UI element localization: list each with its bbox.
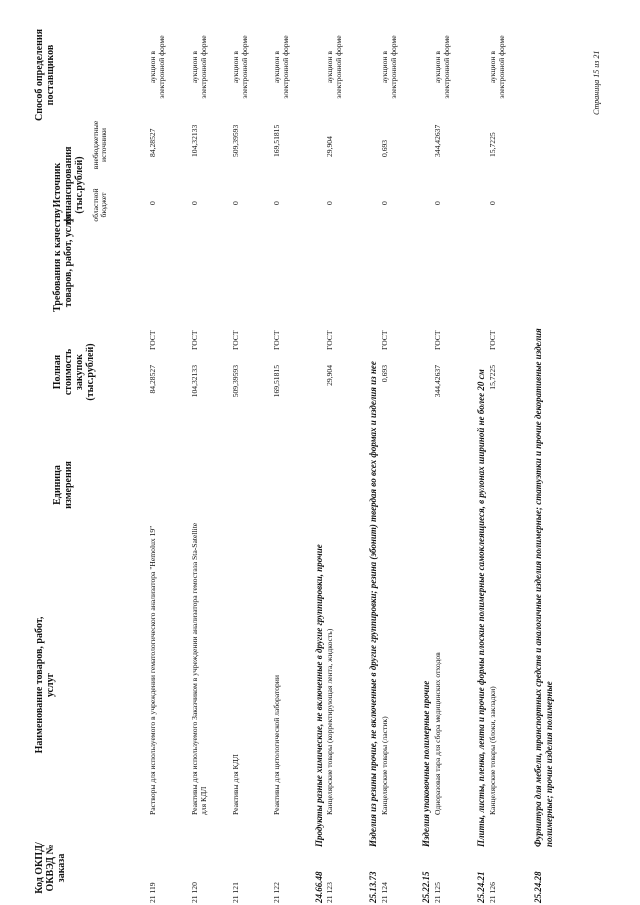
row-requirements: ГОСТ	[325, 330, 334, 350]
row-budget: 0	[231, 201, 240, 205]
row-method: аукцион в электронной форме	[190, 35, 209, 99]
section-title: Продукты разные химические, не включенные в другие группировки, прочие	[314, 544, 324, 847]
row-extra: 169,51815	[272, 124, 281, 157]
row-name: Канцелярские товары (корректирующая лента, жидкость)	[325, 628, 334, 815]
row-requirements: ГОСТ	[380, 330, 389, 350]
row-code: 21 121	[231, 882, 240, 903]
row-method: аукцион в электронной форме	[272, 35, 291, 99]
row-cost: 84,28527	[148, 365, 157, 394]
row-cost: 344,42637	[433, 365, 442, 398]
row-code: 21 126	[488, 882, 497, 903]
section-title: Фурнитура для мебели, транспортных средств и аналогичные изделия полимерные; статуэтки и прочие декоративные изделия полимерные; прочие изделия полимерные	[533, 328, 554, 847]
row-name: Реактивы для используемого Заказчиком в учреждении анализатора гемостаза Sta-Satellite для КДЛ	[190, 522, 209, 815]
row-budget: 0	[190, 201, 199, 205]
row-extra: 0,693	[380, 139, 389, 157]
section-title: Плиты, листы, пленка, лента и прочие формы плоские полимерные самоклеящиеся, в рулонах шириной не более 20 см	[476, 369, 486, 847]
section-title: Изделия из резины прочие, не включенные в другие группировки; резина (эбонит) твердая во всех формах и изделия из нее	[368, 361, 378, 847]
section-code: 25.24.21	[476, 871, 486, 903]
row-budget: 0	[433, 201, 442, 205]
row-requirements: ГОСТ	[231, 330, 240, 350]
header-unit: Единица измерения	[52, 461, 74, 509]
header-requirements: Требования к качеству товаров, работ, услуг	[52, 208, 74, 312]
row-extra: 509,39593	[231, 124, 240, 157]
row-extra: 29,904	[325, 136, 334, 157]
row-requirements: ГОСТ	[272, 330, 281, 350]
row-method: аукцион в электронной форме	[433, 35, 452, 99]
section-title: Изделия упаковочные полимерные прочие	[421, 680, 431, 847]
row-name: Растворы для используемого в учреждении гематологического анализатора "Hemolux 19"	[148, 525, 157, 815]
row-requirements: ГОСТ	[488, 330, 497, 350]
row-requirements: ГОСТ	[148, 330, 157, 350]
row-method: аукцион в электронной форме	[380, 35, 399, 99]
row-budget: 0	[380, 201, 389, 205]
section-code: 25.13.73	[368, 871, 378, 903]
header-extra-budget: внебюджетные источники	[91, 120, 109, 170]
row-cost: 29,904	[325, 365, 334, 386]
row-extra: 15,7225	[488, 132, 497, 157]
row-method: аукцион в электронной форме	[325, 35, 344, 99]
row-extra: 84,28527	[148, 128, 157, 157]
row-cost: 169,51815	[272, 365, 281, 398]
row-code: 21 124	[380, 882, 389, 903]
section-code: 25.24.28	[533, 871, 543, 903]
row-name: Канцелярские товары (блоки, закладки)	[488, 686, 497, 815]
row-code: 21 123	[325, 882, 334, 903]
header-finance: Источник финансирования (тыс.рублей)	[52, 146, 85, 224]
row-extra: 104,32133	[190, 124, 199, 157]
row-name: Одноразовая тара для сбора медицинских отходов	[433, 652, 442, 815]
row-budget: 0	[272, 201, 281, 205]
header-name: Наименование товаров, работ, услуг	[34, 616, 56, 754]
row-name: Реактивы для КДЛ	[231, 754, 240, 815]
row-budget: 0	[325, 201, 334, 205]
row-code: 21 120	[190, 882, 199, 903]
row-cost: 15,7225	[488, 365, 497, 390]
section-code: 24.66.48	[314, 871, 324, 903]
header-cost: Полная стоимость закупок (тыс.рублей)	[52, 343, 96, 401]
row-extra: 344,42637	[433, 124, 442, 157]
row-cost: 0,693	[380, 365, 389, 383]
row-cost: 104,32133	[190, 365, 199, 398]
header-method: Способ определения поставщиков	[34, 28, 56, 122]
row-budget: 0	[488, 201, 497, 205]
row-name: Канцелярские товары (ластик)	[380, 716, 389, 815]
row-code: 21 119	[148, 882, 157, 903]
section-code: 25.22.15	[421, 871, 431, 903]
row-budget: 0	[148, 201, 157, 205]
row-code: 21 125	[433, 882, 442, 903]
row-name: Реактивы для цитологической лаборатории	[272, 675, 281, 815]
row-method: аукцион в электронной форме	[231, 35, 250, 99]
row-requirements: ГОСТ	[190, 330, 199, 350]
row-cost: 509,39593	[231, 365, 240, 398]
header-code: Код ОКПД/ ОКВЭД № заказа	[34, 842, 67, 894]
row-code: 21 122	[272, 882, 281, 903]
row-method: аукцион в электронной форме	[488, 35, 507, 99]
page-number: Страница 15 из 21	[592, 50, 601, 115]
row-method: аукцион в электронной форме	[148, 35, 167, 99]
header-regional-budget: областной бюджет	[91, 188, 109, 222]
row-requirements: ГОСТ	[433, 330, 442, 350]
